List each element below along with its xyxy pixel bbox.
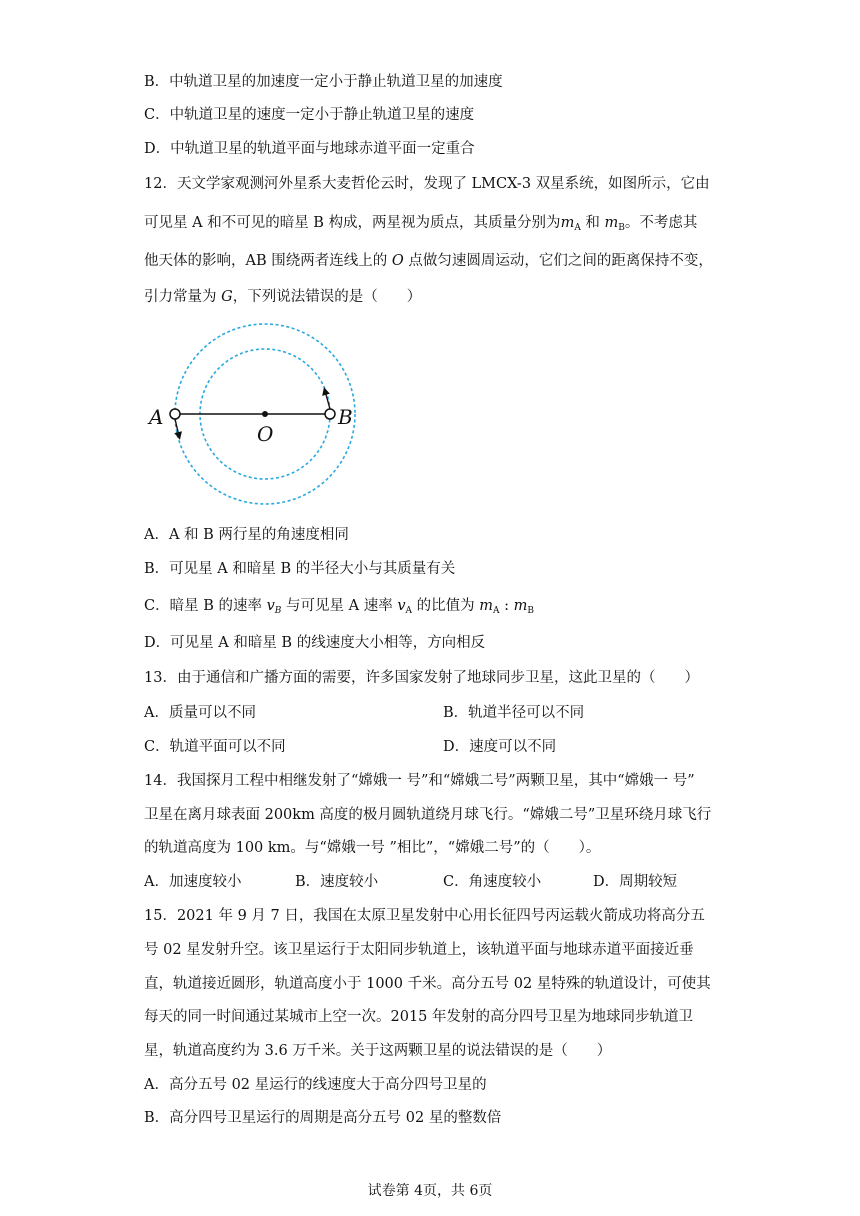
math-m: m [560, 215, 575, 231]
q12-text: 他天体的影响，AB 围绕两者连线上的 [144, 253, 392, 269]
q15-stem-line1: 15．2021 年 9 月 7 日，我国在太原卫星发射中心用长征四号丙运载火箭成功将高分五 [144, 908, 705, 924]
q12-c-text: 与可见星 A 速率 [281, 598, 398, 614]
q12-option-c [144, 596, 534, 621]
math-m: m [513, 598, 528, 614]
q15-stem-line5: 星，轨道高度约为 3.6 万千米。关于这两颗卫星的说法错误的是（ ） [144, 1043, 612, 1059]
q14-stem-line2: 卫星在离月球表面 200km 高度的极月圆轨道绕月球飞行。“嫦娥二号”卫星环绕月球飞行 [144, 807, 712, 823]
page-footer: 试卷第 4页，共 6页 [367, 1183, 493, 1199]
q13-option-c: C．轨道平面可以不同 [144, 739, 286, 755]
ratio-sep: : [499, 598, 514, 614]
q12-text: 可见星 A 和不可见的暗星 B 构成，两星视为质点，其质量分别为 [144, 215, 561, 231]
prev-option-c: C．中轨道卫星的速度一定小于静止轨道卫星的速度 [144, 107, 475, 123]
q15-stem-line3: 直，轨道接近圆形，轨道高度小于 1000 千米。高分五号 02 星特殊的轨道设计，可使其 [144, 976, 711, 992]
q12-text: 点做匀速圆周运动，它们之间的距离保持不变， [403, 253, 713, 269]
math-v: v [397, 598, 406, 614]
sub-a: A [405, 606, 413, 616]
q12-option-d: D．可见星 A 和暗星 B 的线速度大小相等，方向相反 [144, 635, 486, 651]
prev-option-b: B．中轨道卫星的加速度一定小于静止轨道卫星的加速度 [144, 74, 503, 90]
sub-b: B [274, 606, 282, 616]
velocity-arrow-a [175, 419, 179, 436]
q14-stem-line1: 14．我国探月工程中相继发射了“嫦娥一 号”和“嫦娥二号”两颗卫星，其中“嫦娥一 号” [144, 773, 695, 789]
q12-text: ，下列说法错误的是（ ） [232, 289, 422, 305]
q15-stem-line4: 每天的同一时间通过某城市上空一次。2015 年发射的高分四号卫星为地球同步轨道卫 [144, 1009, 694, 1025]
q12-and: 和 [580, 215, 605, 231]
q12-c-text: 的比值为 [412, 598, 480, 614]
q12-text: 引力常量为 [144, 289, 222, 305]
q12-stem-line2 [144, 213, 697, 238]
center-o [262, 411, 268, 417]
q13-option-d: D．速度可以不同 [443, 739, 557, 755]
q12-c-text: C．暗星 B 的速率 [144, 598, 267, 614]
star-b [325, 409, 335, 419]
q13-option-a: A．质量可以不同 [144, 705, 256, 721]
prev-option-d: D．中轨道卫星的轨道平面与地球赤道平面一定重合 [144, 141, 475, 157]
sub-b: B [527, 606, 534, 616]
q15-stem-line2: 号 02 星发射升空。该卫星运行于太阳同步轨道上，该轨道平面与地球赤道平面接近垂 [144, 942, 694, 958]
sub-a: A [493, 606, 500, 616]
label-o: O [257, 422, 274, 446]
math-m: m [604, 215, 619, 231]
math-o: O [391, 253, 404, 269]
q14-option-d: D．周期较短 [593, 874, 678, 890]
binary-star-figure [140, 318, 370, 516]
star-a [170, 409, 180, 419]
q14-option-b: B．速度较小 [295, 874, 379, 890]
q12-stem-line3 [144, 251, 713, 271]
label-b: B [338, 405, 353, 429]
q14-option-c: C．角速度较小 [443, 874, 542, 890]
q12-stem-line4 [144, 287, 421, 307]
q13-stem: 13．由于通信和广播方面的需要，许多国家发射了地球同步卫星，这此卫星的（ ） [144, 670, 699, 686]
q14-stem-line3: 的轨道高度为 100 km。与“嫦娥一号 ”相比”，“嫦娥二号”的（ ）。 [144, 840, 601, 856]
q13-option-b: B．轨道半径可以不同 [443, 705, 585, 721]
label-a: A [149, 405, 164, 429]
q12-option-a: A．A 和 B 两行星的角速度相同 [144, 527, 349, 543]
q14-option-a: A．加速度较小 [144, 874, 242, 890]
q12-stem-line1: 12．天文学家观测河外星系大麦哲伦云时，发现了 LMCX-3 双星系统，如图所示，它由 [144, 176, 710, 192]
sub-a: A [574, 223, 581, 233]
q15-option-b: B．高分四号卫星运行的周期是高分五号 02 星的整数倍 [144, 1110, 502, 1126]
math-m: m [479, 598, 493, 614]
math-v: v [266, 598, 275, 614]
sub-b: B [618, 223, 625, 233]
q12-text: 。不考虑其 [624, 215, 698, 231]
q12-option-b: B．可见星 A 和暗星 B 的半径大小与其质量有关 [144, 561, 456, 577]
q15-option-a: A．高分五号 02 星运行的线速度大于高分四号卫星的 [144, 1077, 487, 1093]
math-g: G [221, 289, 233, 305]
